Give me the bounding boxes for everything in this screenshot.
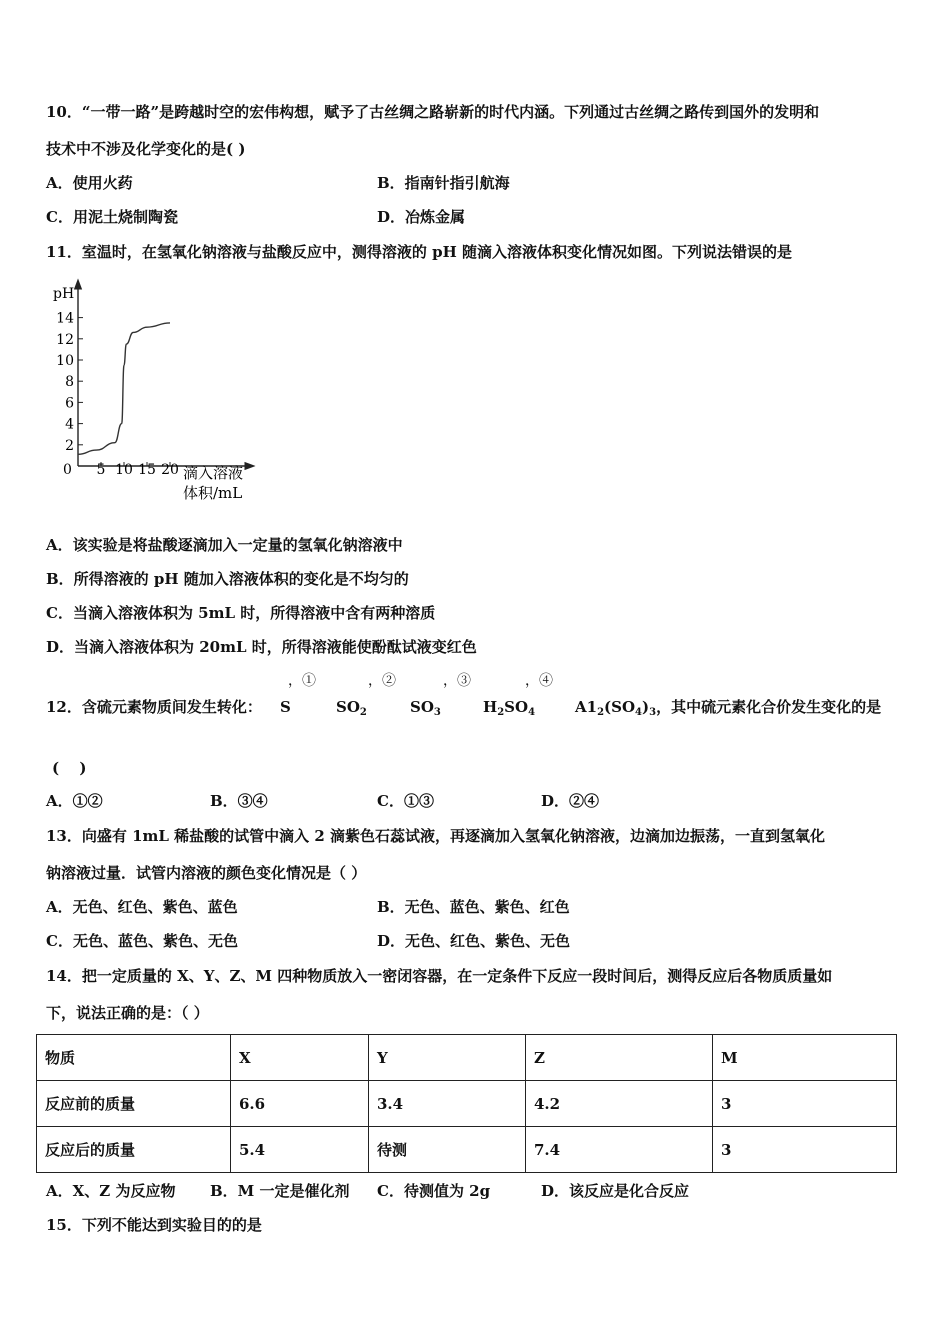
- q12-option-d[interactable]: D．②④: [541, 792, 600, 810]
- q11-option-c[interactable]: C．当滴入溶液体积为 5mL 时，所得溶液中含有两种溶质: [46, 604, 436, 622]
- table-cell: Y: [369, 1035, 526, 1081]
- table-cell: 3: [713, 1127, 897, 1173]
- y-tick-label: 14: [56, 310, 74, 327]
- arrow-1-label: ，①: [288, 673, 316, 689]
- q15-stem: 15．下列不能达到实验目的的是: [46, 1216, 262, 1234]
- x-tick-label: 15: [138, 462, 156, 478]
- chem-so2: $SO_2$: [336, 698, 367, 718]
- q11-option-a[interactable]: A．该实验是将盐酸逐滴加入一定量的氢氧化钠溶液中: [46, 536, 403, 554]
- chem-so3: $SO_3$: [410, 698, 441, 718]
- table-row: [37, 1035, 897, 1081]
- q14-stem-line1: 14．把一定质量的 X、Y、Z、M 四种物质放入一密闭容器，在一定条件下反应一段时间后，测得反应后各物质质量如: [46, 967, 833, 985]
- y-tick-label: 6: [65, 395, 74, 412]
- arrow-3-label: ，③: [443, 673, 471, 689]
- ph-curve-series: [78, 323, 170, 454]
- q10-option-a[interactable]: A．使用火药: [46, 174, 133, 192]
- q11-option-d[interactable]: D．当滴入溶液体积为 20mL 时，所得溶液能使酚酞试液变红色: [46, 638, 477, 656]
- y-tick-label: 12: [56, 331, 74, 348]
- q13-stem-line2: 钠溶液过量．试管内溶液的颜色变化情况是（ ）: [46, 864, 367, 882]
- table-cell: X: [231, 1035, 369, 1081]
- q12-option-b[interactable]: B．③④: [210, 792, 268, 810]
- chem-h2so4: $H_2SO_4$: [483, 698, 536, 718]
- q14-option-c[interactable]: C．待测值为 2g: [377, 1182, 491, 1200]
- chem-s: S: [280, 698, 291, 716]
- table-cell: 3: [713, 1081, 897, 1127]
- origin-label: 0: [63, 462, 72, 478]
- y-tick-label: 10: [56, 353, 74, 369]
- mass-table: [36, 1034, 897, 1173]
- q12-stem-suffix: ，其中硫元素化合价发生变化的是: [656, 698, 882, 716]
- x-tick-label: 5: [96, 462, 106, 478]
- q14-option-a[interactable]: A．X、Z 为反应物: [46, 1182, 176, 1200]
- q12-arrow-labels: [280, 670, 580, 692]
- x-tick-label: 20: [161, 462, 179, 478]
- q10-option-b[interactable]: B．指南针指引航海: [377, 174, 510, 192]
- q14-option-b[interactable]: B．M 一定是催化剂: [210, 1182, 350, 1200]
- q10-stem-line1: 10．“一带一路”是跨越时空的宏伟构想，赋予了古丝绸之路崭新的时代内涵。下列通过古丝绸之路传到国外的发明和: [46, 103, 820, 121]
- arrow-4-label: ，④: [525, 673, 553, 689]
- q13-stem-line1: 13．向盛有 1mL 稀盐酸的试管中滴入 2 滴紫色石蕊试液，再逐滴加入氢氧化钠溶液，边滴加边振荡，一直到氢氧化: [46, 827, 826, 845]
- table-row: [37, 1081, 897, 1127]
- chem-al2so43: $A1_2(SO_4)_3$，其中硫元素化合价发生变化的是: [575, 698, 882, 718]
- q11-stem: 11．室温时，在氢氧化钠溶液与盐酸反应中，测得溶液的 pH 随滴入溶液体积变化情况如图。下列说法错误的是: [46, 243, 792, 261]
- q10-option-c[interactable]: C．用泥土烧制陶瓷: [46, 208, 178, 226]
- q14-option-d[interactable]: D．该反应是化合反应: [541, 1182, 690, 1200]
- q12-stem-prefix: 12．含硫元素物质间发生转化：: [46, 698, 262, 716]
- table-cell: 反应后的质量: [37, 1127, 231, 1173]
- q10-option-d[interactable]: D．冶炼金属: [377, 208, 466, 226]
- q13-option-d[interactable]: D．无色、红色、紫色、无色: [377, 932, 571, 950]
- q13-option-c[interactable]: C．无色、蓝色、紫色、无色: [46, 932, 238, 950]
- q13-option-b[interactable]: B．无色、蓝色、紫色、红色: [377, 898, 570, 916]
- table-cell: 反应前的质量: [37, 1081, 231, 1127]
- x-axis-label-line1: 滴入溶液: [183, 464, 244, 482]
- table-cell: 待测: [369, 1127, 526, 1173]
- table-cell: 物质: [37, 1035, 231, 1081]
- table-cell: 7.4: [526, 1127, 713, 1173]
- q13-option-a[interactable]: A．无色、红色、紫色、蓝色: [46, 898, 238, 916]
- q11-option-b[interactable]: B．所得溶液的 pH 随加入溶液体积的变化是不均匀的: [46, 570, 409, 588]
- table-cell: 6.6: [231, 1081, 369, 1127]
- y-tick-label: 4: [65, 416, 74, 433]
- table-cell: 5.4: [231, 1127, 369, 1173]
- q14-stem-line2: 下，说法正确的是：（ ）: [46, 1004, 209, 1022]
- arrow-2-label: ，②: [368, 673, 396, 689]
- q12-option-c[interactable]: C．①③: [377, 792, 434, 810]
- table-cell: M: [713, 1035, 897, 1081]
- x-tick-label: 10: [115, 462, 133, 478]
- q12-option-a[interactable]: A．①②: [46, 792, 103, 810]
- q10-stem-line2: 技术中不涉及化学变化的是( ): [46, 140, 246, 158]
- table-cell: Z: [526, 1035, 713, 1081]
- q12-answer-paren: ( ): [52, 759, 87, 777]
- y-axis-label: pH: [53, 286, 75, 302]
- y-tick-label: 8: [65, 374, 74, 391]
- table-cell: 4.2: [526, 1081, 713, 1127]
- x-axis-label-line2: 体积/mL: [183, 484, 243, 502]
- y-tick-label: 2: [65, 437, 74, 454]
- ph-chart: [45, 278, 265, 508]
- table-row: [37, 1127, 897, 1173]
- table-cell: 3.4: [369, 1081, 526, 1127]
